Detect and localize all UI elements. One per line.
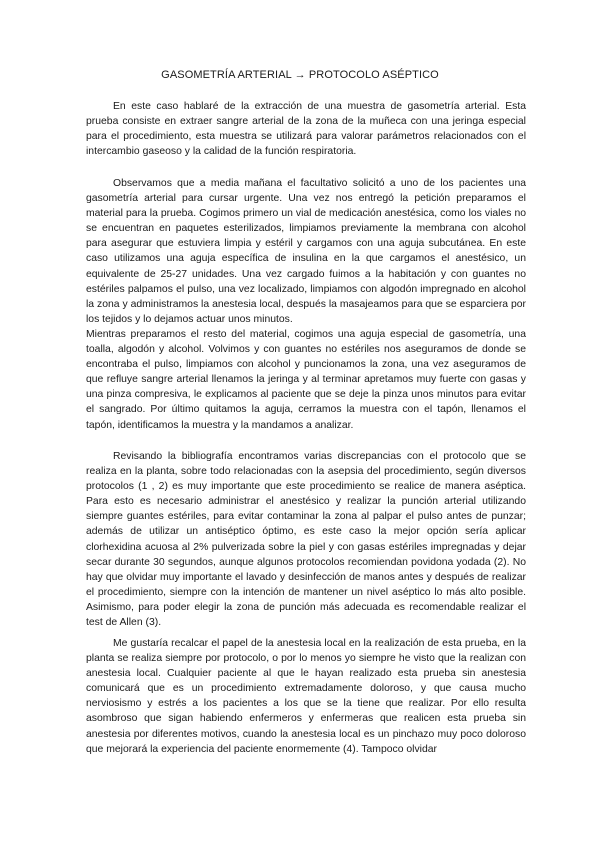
paragraph-procedure (86, 176, 526, 433)
paragraph-text: Observamos que a media mañana el facultativo solicitó a uno de los pacientes una gasometría arterial para cursar urgente. Una vez nos entregó la petición preparamos el material para la prueba. Cogimos primero un vial de medicación anestésica, como los viales no se encuentran en paquetes esterilizados, limpiamos previamente la membrana con alcohol para asegurar que estuviera limpia y estéril y cargamos con una aguja subcutánea. En este caso utilizamos una aguja específica de insulina en la que cargamos el anestésico, un equivalente de 25-27 unidades. Una vez cargado fuimos a la habitación y con guantes no estériles palpamos el pulso, una vez localizado, limpiamos con algodón impregnado en alcohol la zona y administramos la anestesia local, después la masajeamos para que se esparciera por los tejidos y lo dejamos actuar unos minutos. (86, 178, 526, 325)
paragraph-intro (86, 99, 526, 159)
document-title: GASOMETRÍA ARTERIAL → PROTOCOLO ASÉPTICO (161, 69, 439, 81)
paragraph-local-anesthesia (86, 636, 526, 757)
paragraph-text: En este caso hablaré de la extracción de una muestra de gasometría arterial. Esta prueba consiste en extraer sangre arterial de la zona de la muñeca con una jeringa especial para el procedimiento, esta muestra se utilizará para valorar parámetros relacionados con el intercambio gaseoso y la calidad de la función respiratoria. (86, 101, 526, 158)
paragraph-text: Revisando la bibliografía encontramos varias discrepancias con el protocolo que se realiza en la planta, sobre todo relacionadas con la asepsia del procedimiento, según diversos protocolos (1 , 2) es muy importante que este procedimiento se realice de manera aséptica. Para esto es necesario administrar el anestésico y realizar la punción arterial utilizando siempre guantes estériles, para evitar contaminar la zona al palpar el pulso antes de punzar; además de utilizar un antiséptico óptimo, es este caso la mejor opción sería aplicar clorhexidina acuosa al 2% pulverizada sobre la piel y con gasas estériles impregnadas y dejar secar durante 30 segundos, aunque algunos protocolos recomiendan povidona yodada (2). No hay que olvidar muy importante el lavado y desinfección de manos antes y después de realizar el procedimiento, siempre con la intención de mantener un nivel aséptico lo más alto posible. Asimismo, para poder elegir la zona de punción más adecuada es recomendable realizar el test de Allen (3). (86, 451, 526, 629)
paragraph-text-continued: Mientras preparamos el resto del material, cogimos una aguja especial de gasometría, una toalla, algodón y alcohol. Volvimos y con guantes no estériles nos aseguramos de donde se encontraba el pulso, limpiamos con alcohol y puncionamos la zona, una vez aseguramos de que refluye sangre arterial llenamos la jeringa y al terminar apretamos muy fuerte con gasas y una pinza compresiva, le explicamos al paciente que se deje la pinza unos minutos para evitar el sangrado. Por último quitamos la aguja, cerramos la muestra con el tapón, llenamos el tapón, identificamos la muestra y la mandamos a analizar. (86, 328, 526, 431)
paragraph-text: Me gustaría recalcar el papel de la anestesia local en la realización de esta prueba, en la planta se realiza siempre por protocolo, o por lo menos yo siempre he visto que la realizan con anestesia local. Cualquier paciente al que le hayan realizado esta prueba sin anestesia comunicará que es un procedimiento extremadamente doloroso, y que causa mucho nerviosismo y estrés a los pacientes a los que se la tiene que realizar. Por ello resulta asombroso que sigan habiendo enfermeros y enfermeras que realicen esta prueba sin anestesia por diferentes motivos, cuando la anestesia local es un pinchazo muy poco doloroso que mejorará la experiencia del paciente enormemente (4). Tampoco olvidar (86, 638, 526, 755)
paragraph-bibliography-review (86, 449, 526, 630)
